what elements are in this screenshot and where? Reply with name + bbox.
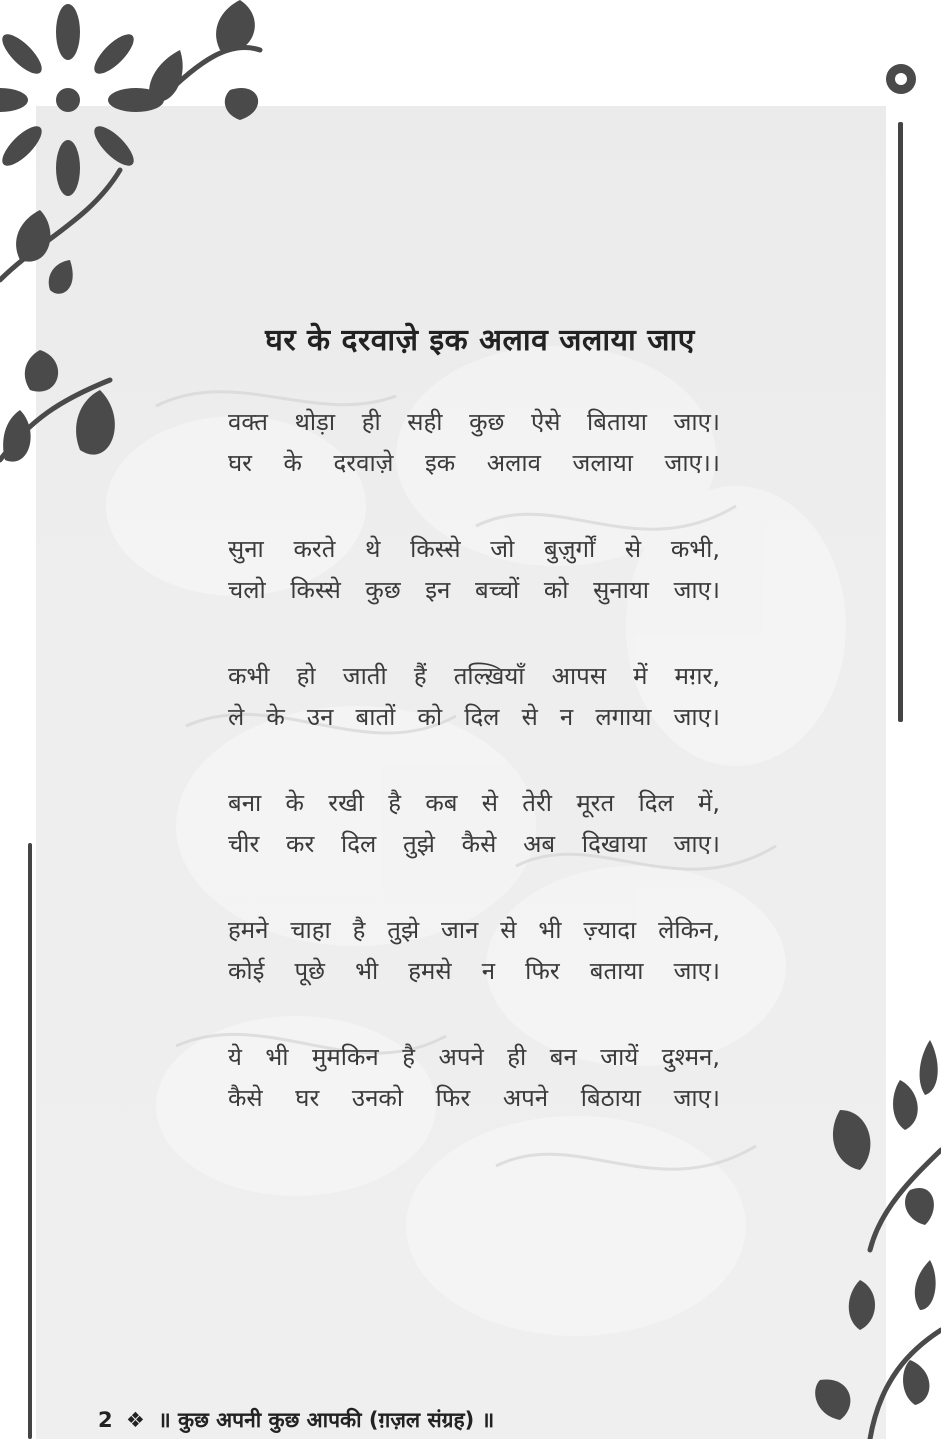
verse-line: बना के रखी है कब से तेरी मूरत दिल में, <box>228 789 720 817</box>
verse-line: ये भी मुमकिन है अपने ही बन जायें दुश्मन, <box>228 1043 720 1071</box>
verse-line: ले के उन बातों को दिल से न लगाया जाए। <box>228 703 720 731</box>
stanza-4 <box>228 783 720 865</box>
verse-line: कभी हो जाती हैं तल्ख़ियाँ आपस में मग़र, <box>228 662 720 690</box>
separator-icon: ❖ <box>125 1408 145 1432</box>
page-footer <box>98 1406 500 1434</box>
verse-line: घर के दरवाज़े इक अलाव जलाया जाए।। <box>228 449 720 477</box>
stanza-6 <box>228 1037 720 1119</box>
floral-ornament-bottom-right-icon <box>760 1040 941 1439</box>
verse-line: कोई पूछे भी हमसे न फिर बताया जाए। <box>228 957 720 985</box>
ghazal-body <box>228 402 720 1164</box>
left-border-rule <box>28 843 32 1439</box>
verse-line: हमने चाहा है तुझे जान से भी ज़्यादा लेकिन, <box>228 916 720 944</box>
page-number: 2 <box>98 1408 113 1432</box>
right-border-rule <box>898 122 903 722</box>
stanza-2 <box>228 529 720 611</box>
verse-line: कैसे घर उनको फिर अपने बिठाया जाए। <box>228 1084 720 1112</box>
book-title: ॥ कुछ अपनी कुछ आपकी (ग़ज़ल संग्रह) ॥ <box>158 1408 495 1432</box>
verse-line: चलो किस्से कुछ इन बच्चों को सुनाया जाए। <box>228 576 720 604</box>
verse-line: सुना करते थे किस्से जो बुज़ुर्गों से कभी, <box>228 535 720 563</box>
stanza-3 <box>228 656 720 738</box>
dot-ornament-icon <box>884 62 918 96</box>
stanza-5 <box>228 910 720 992</box>
ghazal-title: घर के दरवाज़े इक अलाव जलाया जाए <box>265 323 695 358</box>
verse-line: चीर कर दिल तुझे कैसे अब दिखाया जाए। <box>228 830 720 858</box>
stanza-1 <box>228 402 720 484</box>
verse-line: वक्त थोड़ा ही सही कुछ ऐसे बिताया जाए। <box>228 408 720 436</box>
